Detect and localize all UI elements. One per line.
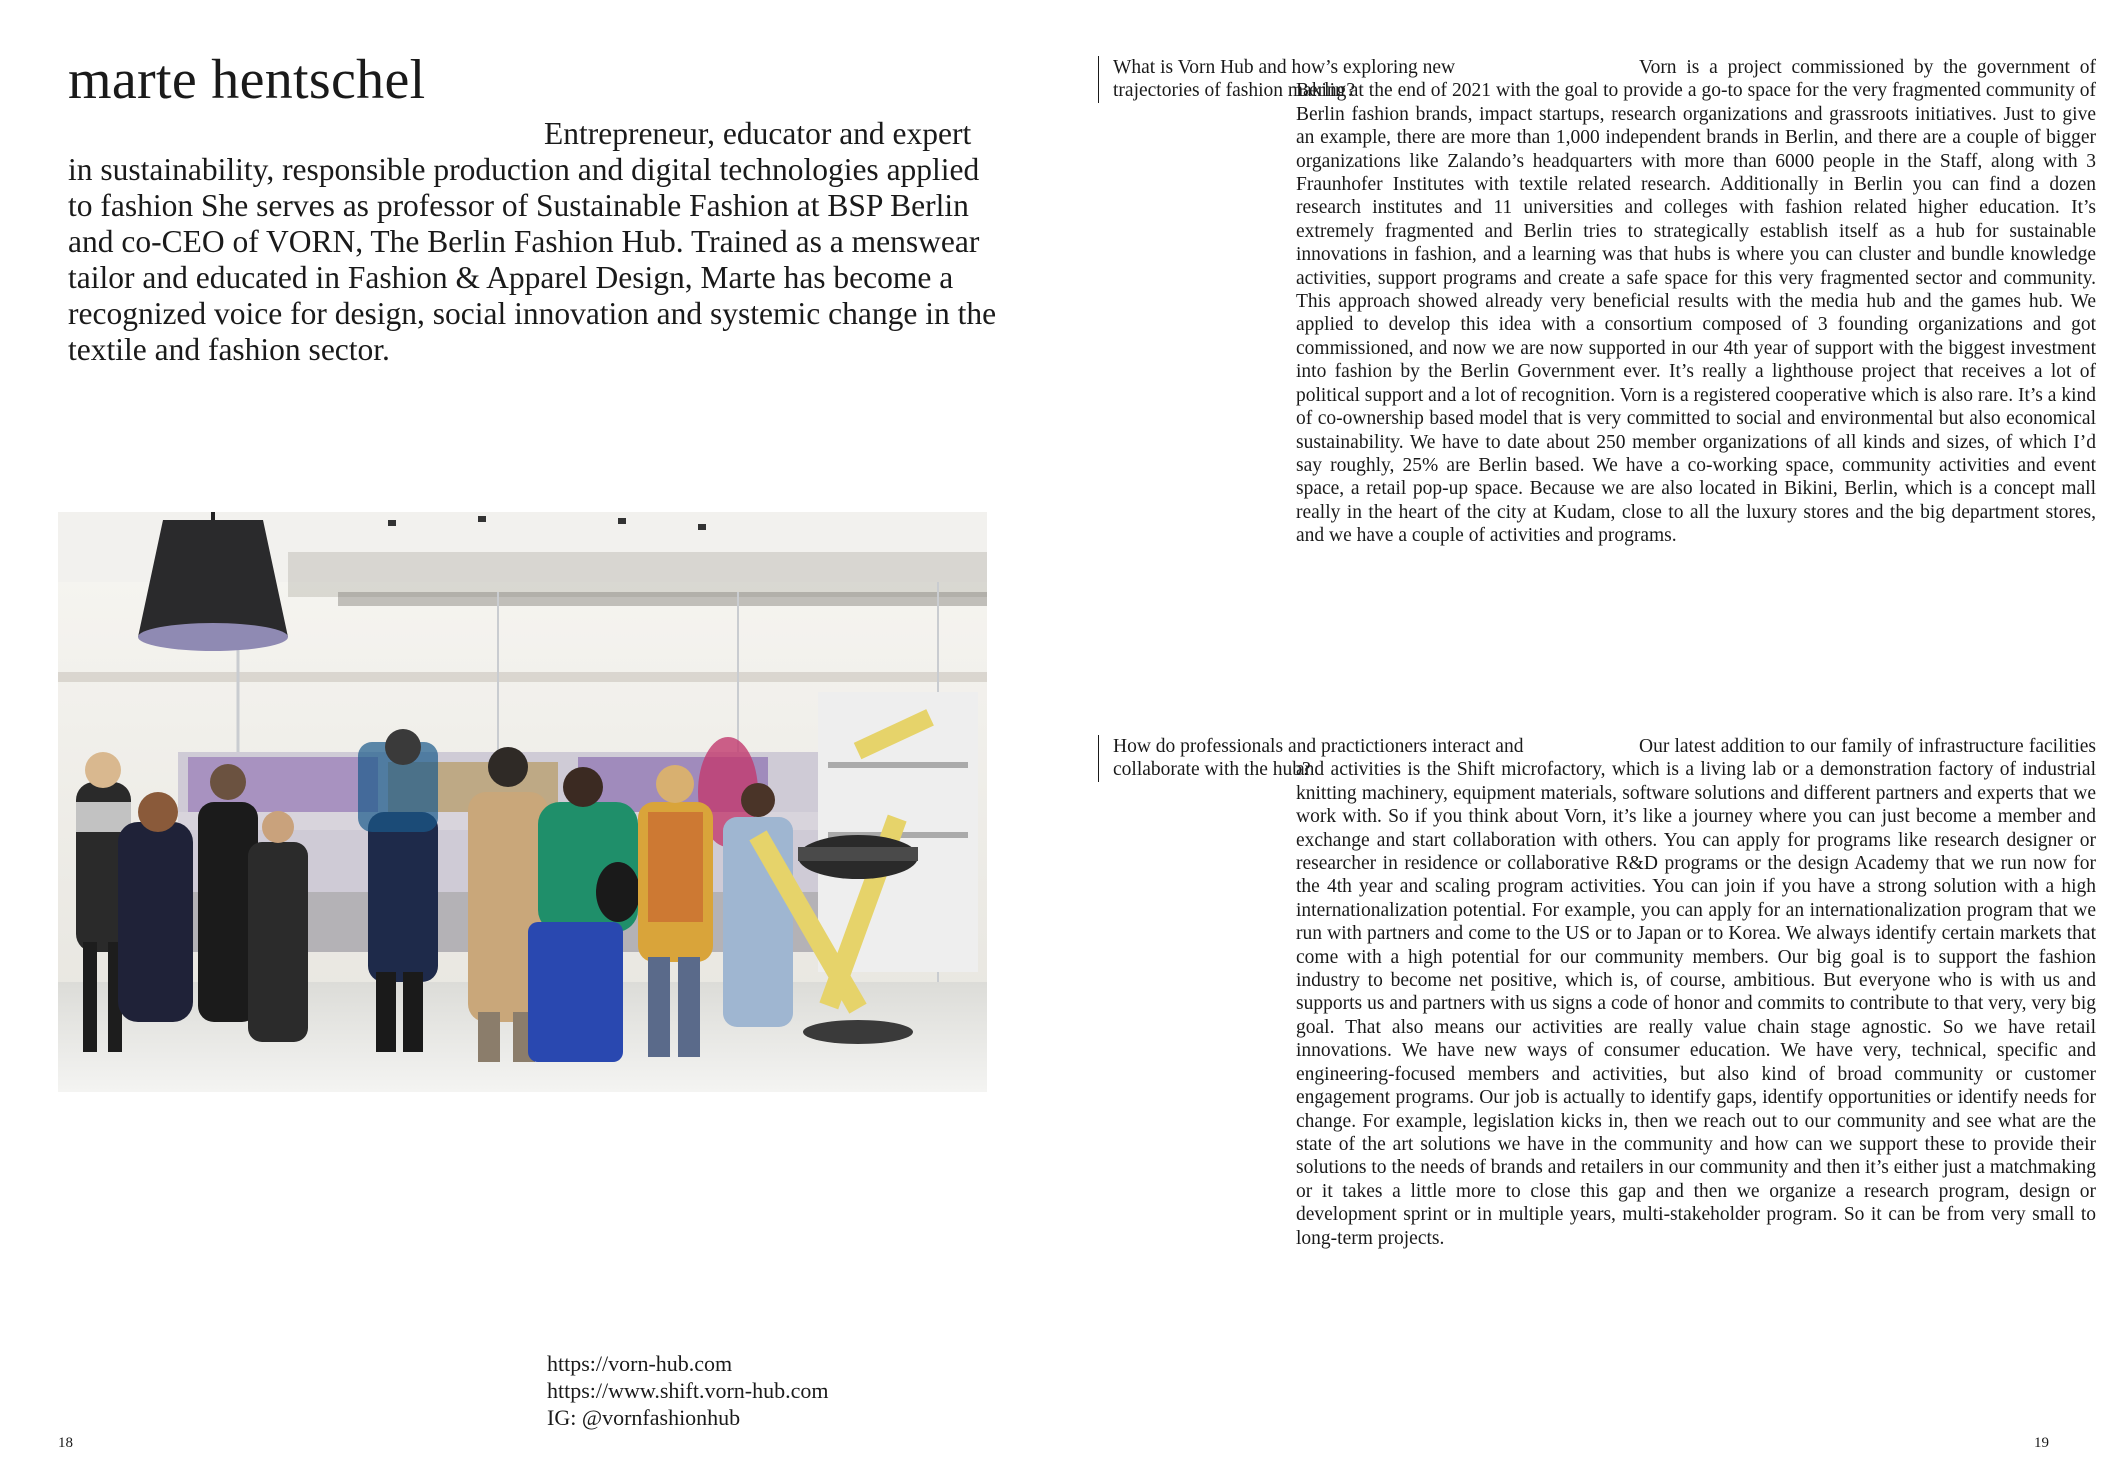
instagram-handle: IG: @vornfashionhub [547, 1405, 741, 1430]
question-1: What is Vorn Hub and how’s exploring new trajectories of fashion making? [1098, 56, 1533, 103]
shift-website-link[interactable]: https://www.shift.vorn-hub.com [547, 1378, 829, 1403]
hub-photo [58, 512, 987, 1092]
links-block [547, 1350, 1007, 1431]
hub-photo-illustration [58, 512, 987, 1092]
bio-paragraph: Entrepreneur, educator and expert in sustainability, responsible production and digital technologies applied to fashion She serves as professor of Sustainable Fashion at BSP Berlin and co-CEO of VORN, The Berlin Fashion Hub. Trained as a menswear tailor and educated in Fashion & Apparel Design, Marte has become a recognized voice for design, social innovation and systemic change in the textile and fashion sector. [68, 116, 997, 367]
question-2: How do professionals and practictioners interact and collaborate with the hub? [1098, 735, 1533, 782]
page-title: marte hentschel [68, 49, 426, 111]
website-link[interactable]: https://vorn-hub.com [547, 1351, 733, 1376]
page-number-right: 19 [2034, 1435, 2049, 1451]
page-number-left: 18 [58, 1435, 73, 1451]
right-page [1053, 0, 2106, 1482]
answer-2: Our latest addition to our family of infrastructure facilities and activities is the Shift microfactory, which is a living lab or a demonstration factory of industrial knitting machinery, equipment materials, software solutions and different partners and experts that we work with. So if you think about Vorn, it’s like a journey where you can just become a member and exchange and start collaboration with others. You can apply for programs like research designer or researcher in residence or collaborative R&D programs or the design Academy that we run now for the 4th year and scaling program activities. You can join if you have a strong solution with a high internationalization potential. For example, you can apply for an internationalization program that we run with partners and come to the US or to Japan or to Korea. We always identify certain markets that come with a high potential for our community members. Our big goal is to support the fashion industry to become net positive, which is, of course, ambitious. But everyone who is with us and supports us and partners with us signs a code of honor and commits to contribute to that very, very big goal. That also means our activities are really value chain stage agnostic. So we have retail innovations. We have new ways of consumer education. We have very, technical, specific and engineering-focused members and activities, but also kind of broad community or customer engagement programs. Our job is actually to identify gaps, identify opportunities or identify needs for change. For example, legislation kicks in, then we reach out to our community and see what are the state of the art solutions we have in the community and how can we support these to provide their solutions to the needs of brands and retailers in our community and then it’s either just a matchmaking or it takes a little more to close this gap and then we organize a research program, design or development sprint or in multiple years, multi-stakeholder program. So it can be from very small to long-term projects. [1296, 736, 2096, 1249]
answer-1: Vorn is a project commissioned by the government of Berlin at the end of 2021 with the goal to provide a go-to space for the very fragmented community of Berlin fashion brands, impact startups, research organizations and grassroots initiatives. Just to give an example, there are more than 1,000 independent brands in Berlin, and there are a couple of bigger organizations like Zalando’s headquarters with more than 6000 people in the Staff, along with 3 Fraunhofer Institutes with textile related research. Additionally in Berlin you can find a dozen research institutes and 11 universities and colleges with fashion related higher education. It’s extremely fragmented and Berlin tries to strategically establish itself as a hub for sustainable innovations in fashion, and a learning was that hubs is where you can cluster and bundle knowledge activities, support programs and create a safe space for this very fragmented sector and community. This approach showed already very beneficial results with the media hub and the games hub. We applied to develop this idea with a consortium composed of 3 founding organizations and got commissioned, and now we are now supported in our 4th year of support with the biggest investment into fashion by the Berlin Government ever. It’s really a lighthouse project that receives a lot of political support and a lot of recognition. Vorn is a registered cooperative which is also rare. It’s a kind of co-ownership based model that is very committed to social and environmental but also economical sustainability. We have to date about 250 member organizations of all kinds and sizes, of which I’d say roughly, 25% are Berlin based. We have a co-working space, community activities and event space, a retail pop-up space. Because we are also located in Bikini, Berlin, which is a concept mall really in the heart of the city at Kudam, close to all the luxury stores and the big department stores, and we have a couple of activities and programs. [1296, 57, 2096, 547]
